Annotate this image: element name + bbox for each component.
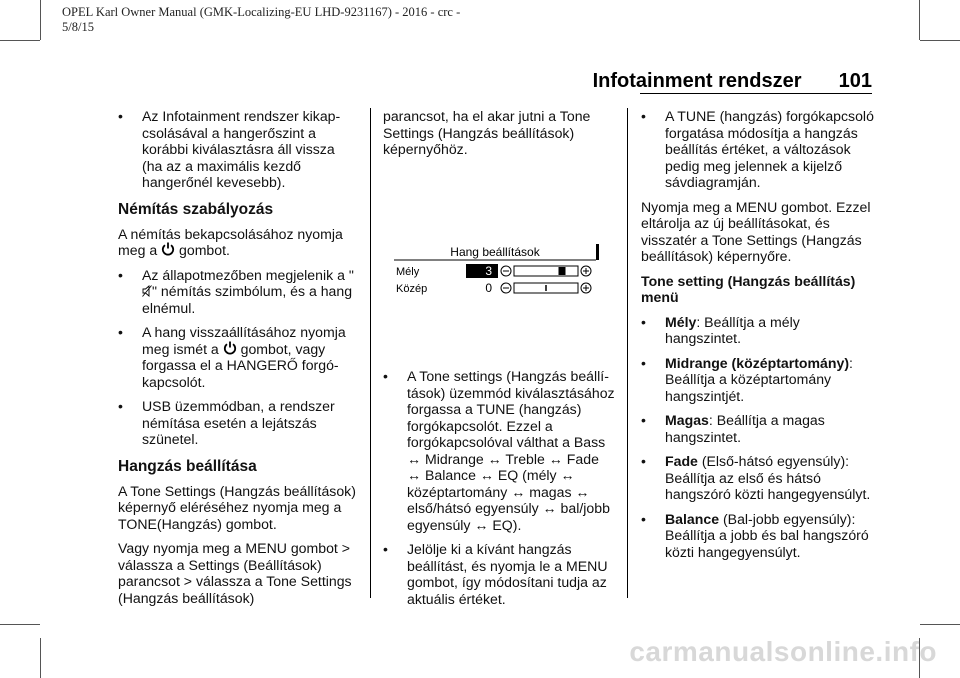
power-icon xyxy=(223,341,237,355)
heading-mute: Némítás szabályozás xyxy=(118,200,274,218)
mute-icon xyxy=(142,285,152,297)
paragraph: Vagy nyomja meg a MENU gombot > válassza a Settings (Beállítások) parancsot > válassza a Tone Settings (Hangzás beállítások) xyxy=(118,540,352,606)
power-icon xyxy=(161,242,175,256)
level-bar xyxy=(514,266,578,276)
plus-icon xyxy=(581,266,591,276)
list-item-text-part: A hang visszaállításához nyomja meg ismét a xyxy=(142,324,346,357)
list-item-text-part: Az állapotmezőben megjelenik a " xyxy=(142,266,354,283)
list-item xyxy=(118,324,356,390)
list-item xyxy=(641,453,879,503)
level-indicator xyxy=(545,285,547,291)
list-item-desc: : Beállítja a középtartomány hangszintjét. xyxy=(665,354,853,404)
list-item-text: A TUNE (hangzás) forgókapcsoló forgatása módosítja a hangzás beállítás értéket, a változások pedig meg jelennek a kijelző sávdiagramján. xyxy=(665,108,874,190)
column-divider xyxy=(627,108,628,598)
list-item-desc: : Beállítja a magas hangszintet. xyxy=(665,412,825,445)
document-meta-line2: 5/8/15 xyxy=(62,20,94,34)
bullet-marker: • xyxy=(641,510,646,527)
scroll-indicator xyxy=(596,244,599,260)
tone-settings-screen xyxy=(392,242,604,300)
list-item xyxy=(641,412,879,445)
list-item xyxy=(641,511,879,561)
bullet-marker: • xyxy=(641,354,646,371)
paragraph: parancsot, ha el akar jutni a Tone Settings (Hangzás beállítások) képernyőhöz. xyxy=(383,108,591,157)
row-label-bass: Mély xyxy=(396,266,420,278)
page-number: 101 xyxy=(838,70,872,92)
list-item xyxy=(641,108,879,191)
list-item-text xyxy=(665,355,879,405)
column-1 xyxy=(118,108,356,614)
row-value-bass: 3 xyxy=(485,264,492,278)
list-item-text: USB üzemmódban, a rendszer némítása esetén a lejátszás szünetel. xyxy=(142,398,335,447)
list-item-text: Az Infotainment rendszer kikapcsolásával a hangerőszint a korábbi kiválasztásra áll vissza (ha az a maximális kezdő hangerőnél kevesebb). xyxy=(142,108,341,190)
column-divider xyxy=(370,108,371,598)
bullet-marker: • xyxy=(383,541,388,557)
list-item-text xyxy=(665,453,879,503)
list-item xyxy=(383,368,615,533)
minus-icon xyxy=(501,283,511,293)
bullet-marker: • xyxy=(118,324,123,340)
list-item xyxy=(118,267,356,317)
bullet-marker: • xyxy=(118,266,123,283)
list-item-text-part: " némítás szimbólum, és a hang elnémul. xyxy=(142,283,353,316)
crop-mark xyxy=(920,40,960,41)
list-item-desc: (Bal-jobb egyensúly): Beállítja a jobb és bal hangszóró közti hangegyensúlyt. xyxy=(665,510,869,560)
list-item-text-part: gombot, vagy forgassa el a HANGERŐ forgókapcsolót. xyxy=(142,340,339,390)
list-item-term: Balance xyxy=(665,510,720,527)
crop-mark xyxy=(40,638,41,678)
watermark: carmanualsonline.info xyxy=(629,636,937,667)
bullet-marker: • xyxy=(641,108,646,124)
mute-intro-text: A némítás bekapcsolásához nyomja meg a xyxy=(118,225,343,258)
paragraph: Nyomja meg a MENU gombot. Ezzel eltárolja az új beállításokat, és visszatér a Tone Settings (Hangzás beállítások) képernyőre. xyxy=(641,198,871,264)
list-item-term: Midrange (középtartomány) xyxy=(665,354,850,371)
bullet-marker: • xyxy=(641,412,646,428)
row-value-highlight xyxy=(466,264,498,278)
heading-tone: Hangzás beállítása xyxy=(118,457,257,475)
list-item-text: Jelölje ki a kívánt hangzás beállítást, és nyomja le a MENU gombot, így módosítani tudja az aktuális értéket. xyxy=(407,541,608,607)
column-3 xyxy=(641,108,879,568)
column-2-lower xyxy=(383,368,615,615)
row-value-mid: 0 xyxy=(485,281,492,295)
bullet-marker: • xyxy=(383,368,388,384)
bullet-marker: • xyxy=(641,453,646,469)
screen-title: Hang beállítások xyxy=(450,245,540,259)
bullet-marker: • xyxy=(641,313,646,330)
crop-mark xyxy=(40,0,41,40)
mute-intro xyxy=(118,226,356,259)
header-rule xyxy=(640,93,872,94)
list-item-term: Fade xyxy=(665,453,698,469)
menu-heading: Tone setting (Hangzás beállítás) menü xyxy=(641,272,856,305)
plus-icon xyxy=(581,283,591,293)
tone-settings-graphic xyxy=(392,242,604,300)
list-item xyxy=(641,355,879,405)
crop-mark xyxy=(0,624,40,625)
list-item-text xyxy=(665,511,879,561)
list-item xyxy=(641,314,879,347)
crop-mark xyxy=(920,624,960,625)
mute-intro-text-end: gombot. xyxy=(179,242,230,258)
row-label-mid: Közép xyxy=(396,283,428,295)
document-meta xyxy=(62,5,460,35)
list-item-desc: : Beállítja a mély hangszintet. xyxy=(665,313,800,346)
paragraph: A Tone Settings (Hangzás beállítások) képernyő eléréséhez nyomja meg a TONE(Hangzás) gombot. xyxy=(118,482,356,532)
list-item xyxy=(383,541,615,607)
minus-icon xyxy=(501,266,511,276)
bullet-marker: • xyxy=(118,108,123,124)
list-item-text: A Tone settings (Hangzás beállítások) üzemmód kiválasztásához forgassa a TUNE (hangzás) forgókapcsolót. Ezzel a forgókapcsolóval válthat a Bass ↔ Midrange ↔ Treble ↔ Fade ↔ Balance ↔ EQ (mély ↔ középtartomány ↔ magas ↔ első/hátsó egyensúly ↔ bal/jobb egyensúly ↔ EQ). xyxy=(407,368,615,533)
list-item xyxy=(118,398,356,448)
list-item xyxy=(118,108,356,191)
document-meta-line1: OPEL Karl Owner Manual (GMK-Localizing-EU LHD-9231167) - 2016 - crc - xyxy=(62,5,461,19)
list-item-text xyxy=(665,314,879,347)
list-item-text xyxy=(142,324,356,390)
bullet-marker: • xyxy=(118,398,123,414)
level-indicator xyxy=(559,267,566,275)
section-title: Infotainment rendszer xyxy=(592,70,802,92)
column-2 xyxy=(383,108,615,166)
crop-mark xyxy=(0,40,40,41)
list-item-desc: (Első-hátsó egyensúly): Beállítja az első és hátsó hangszóró közti hangegyensúlyt. xyxy=(665,453,871,502)
list-item-text xyxy=(142,267,356,317)
running-header xyxy=(593,70,872,93)
list-item-term: Mély xyxy=(665,313,697,330)
list-item-text xyxy=(665,412,879,445)
list-item-term: Magas xyxy=(665,412,709,428)
crop-mark xyxy=(919,0,920,40)
